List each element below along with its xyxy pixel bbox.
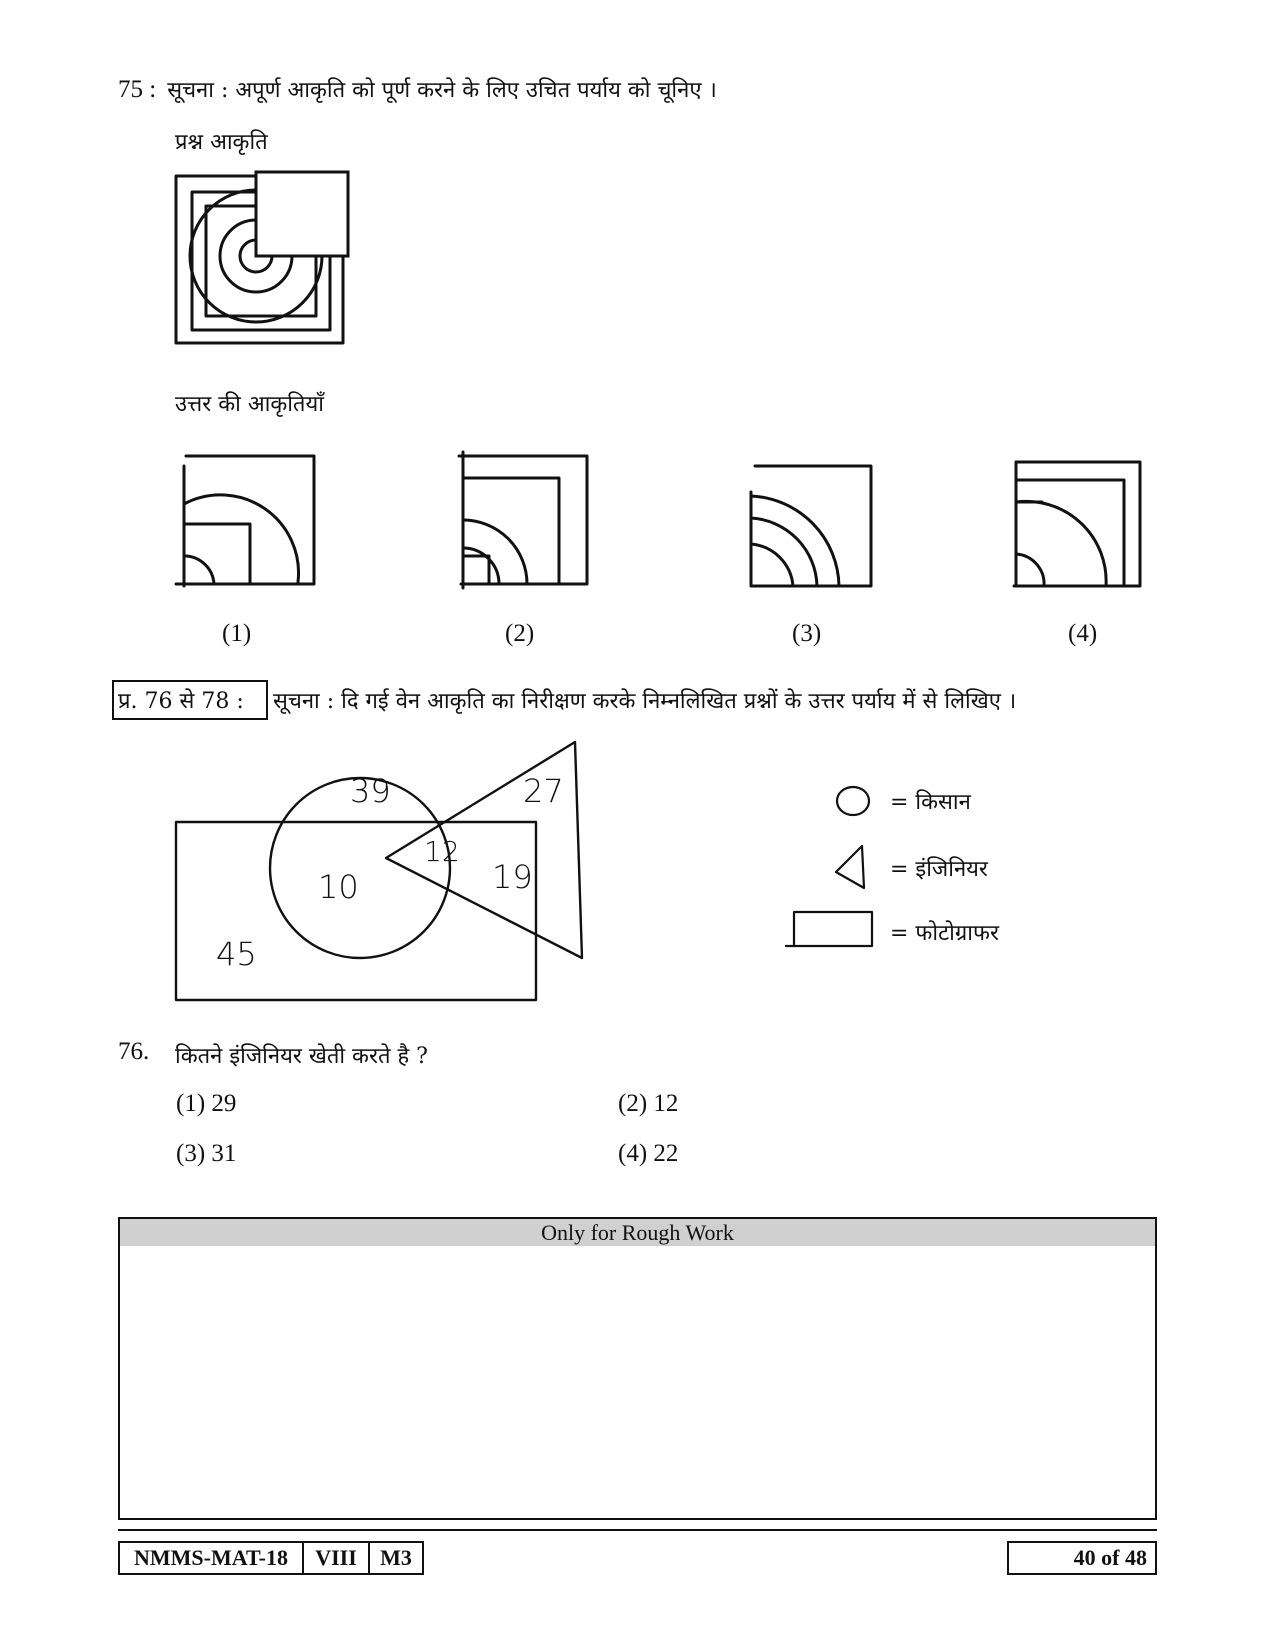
rectangle-icon	[784, 908, 884, 950]
q76-78-instruction: सूचना : दि गई वेन आकृति का निरीक्षण करके निम्नलिखित प्रश्नों के उत्तर पर्याय में से लिखिए ।	[273, 689, 1017, 714]
answer-figure-2[interactable]	[455, 452, 605, 602]
question-number-76: 76.	[118, 1038, 150, 1065]
option-label-2: (2)	[505, 620, 535, 647]
venn-value-rect-only: 45	[216, 935, 257, 973]
question-range-label: प्र. 76 से 78 :	[118, 689, 244, 714]
footer-set: M3	[368, 1541, 424, 1575]
rough-work-box[interactable]	[118, 1217, 1157, 1520]
legend-label-rectangle: = फोटोग्राफर	[890, 921, 999, 946]
venn-rectangle	[176, 822, 536, 1000]
option-label-1: (1)	[222, 620, 252, 647]
answer-figure-4[interactable]	[1012, 458, 1162, 608]
option-label-3: (3)	[792, 620, 822, 647]
venn-value-triangle-only: 27	[523, 772, 564, 810]
venn-value-circle-rect: 10	[318, 868, 359, 906]
option-label-4: (4)	[1068, 620, 1098, 647]
q76-option-1[interactable]: (1) 29	[176, 1090, 237, 1117]
q76-question: कितने इंजिनियर खेती करते है ?	[175, 1044, 428, 1069]
q75-instruction: सूचना : अपूर्ण आकृति को पूर्ण करने के लिए उचित पर्याय को चूनिए ।	[167, 78, 717, 103]
legend-label-circle: = किसान	[890, 790, 971, 815]
venn-value-all-three: 12	[424, 835, 460, 868]
venn-value-circle-only: 39	[350, 772, 391, 810]
triangle-icon	[830, 842, 870, 892]
question-figure	[170, 170, 350, 350]
rough-work-title: Only for Rough Work	[120, 1219, 1155, 1246]
q76-option-3[interactable]: (3) 31	[176, 1140, 237, 1167]
footer-page-number: 40 of 48	[1007, 1541, 1157, 1575]
q76-option-4[interactable]: (4) 22	[618, 1140, 679, 1167]
answer-figure-3[interactable]	[745, 462, 895, 612]
footer-exam-code: NMMS-MAT-18	[118, 1541, 304, 1575]
question-number-75: 75 :	[118, 76, 157, 103]
question-figure-label: प्रश्न आकृति	[175, 130, 268, 155]
venn-value-triangle-rect: 19	[492, 858, 533, 896]
q76-option-2[interactable]: (2) 12	[618, 1090, 679, 1117]
footer-class: VIII	[302, 1541, 370, 1575]
answer-figure-1[interactable]	[172, 452, 322, 602]
circle-icon	[835, 783, 875, 819]
footer-rule	[118, 1529, 1157, 1531]
legend-label-triangle: = इंजिनियर	[890, 857, 988, 882]
answer-figures-label: उत्तर की आकृतियाँ	[175, 392, 324, 417]
